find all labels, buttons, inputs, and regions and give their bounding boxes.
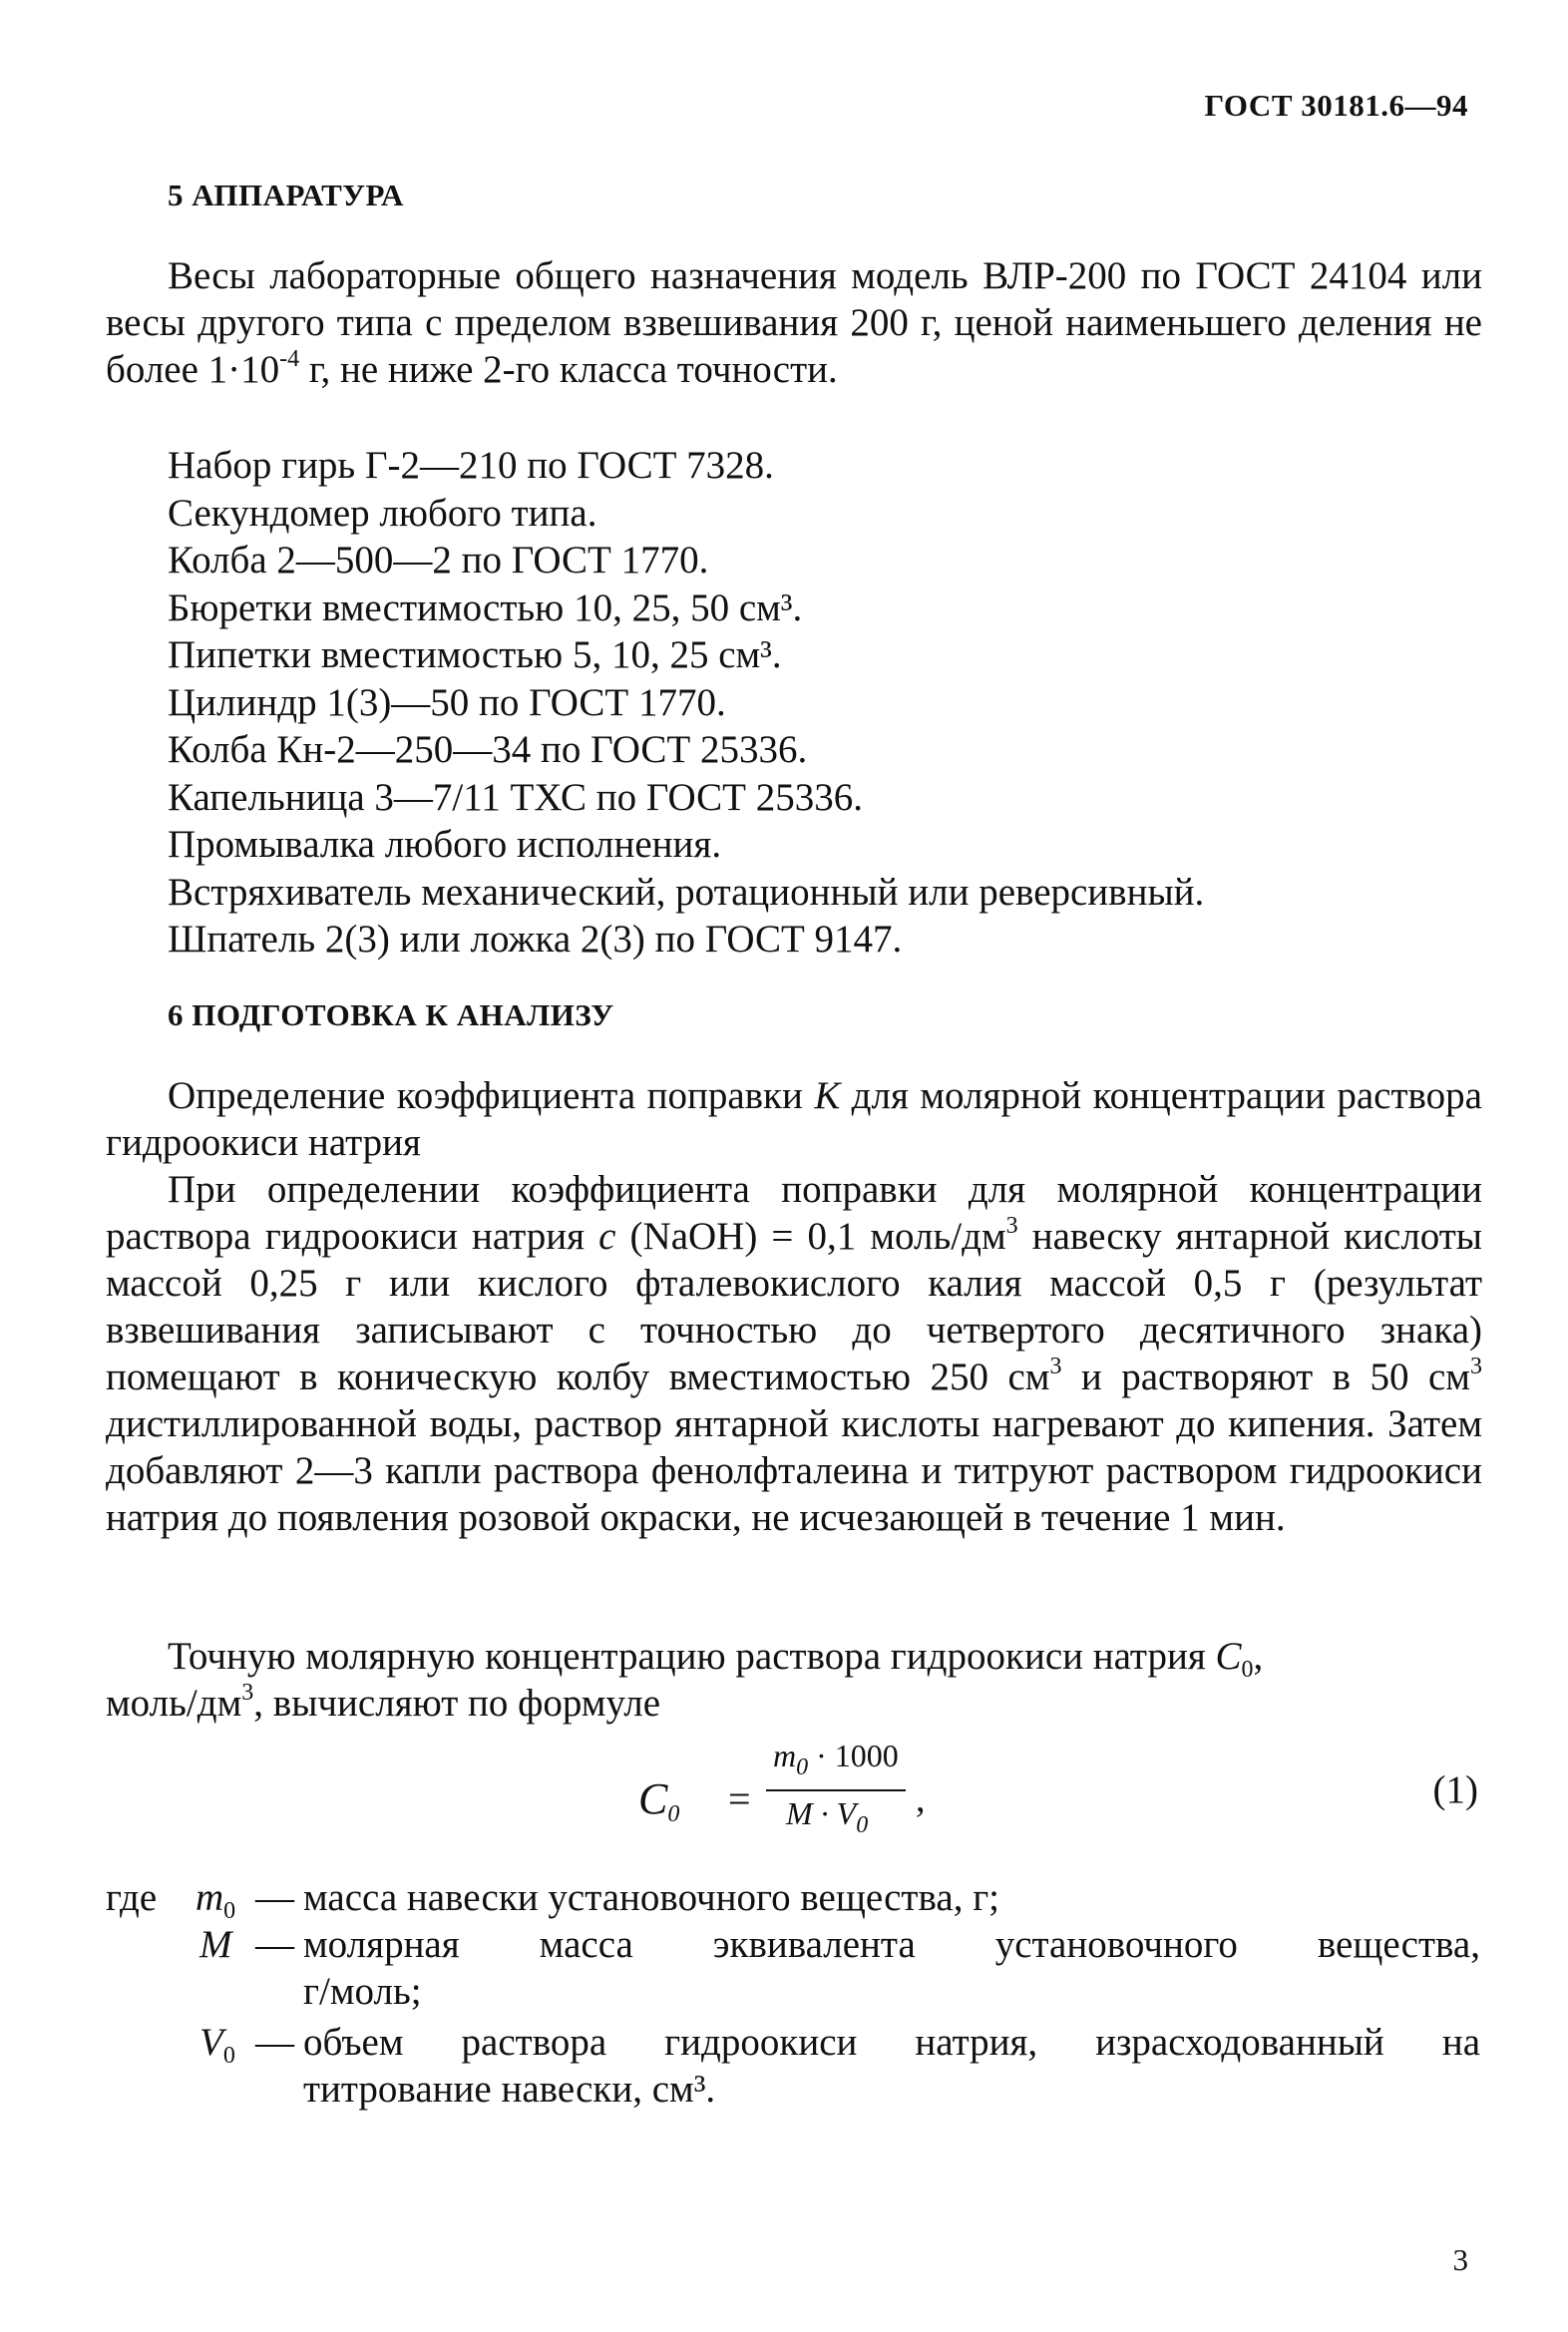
definition-M-dash: —: [255, 1923, 294, 1966]
definition-V0-dash: —: [255, 2021, 294, 2064]
where-label: где: [106, 1876, 158, 1919]
formula-number: (1): [1432, 1768, 1478, 1811]
list-item: Промывалка любого исполнения.: [168, 823, 722, 866]
formula-comma: ,: [916, 1778, 926, 1820]
document-code: ГОСТ 30181.6—94: [1204, 88, 1468, 123]
definition-M-text: молярная масса эквивалента установочного вещества,: [303, 1923, 1480, 1966]
formula-numerator: $m_0 \cdot 1000$: [773, 1738, 899, 1780]
list-item: Набор гирь Г-2—210 по ГОСТ 7328.: [168, 444, 774, 487]
definition-m0-text: масса навески установочного вещества, г;: [303, 1876, 1000, 1919]
section-5-title: 5 АППАРАТУРА: [168, 178, 404, 212]
page-number: 3: [1452, 2242, 1468, 2277]
list-item: Капельница 3—7/11 ТХС по ГОСТ 25336.: [168, 775, 863, 819]
definition-V0-text-continued: титрование навески, см³.: [303, 2068, 716, 2111]
section-5-intro: Весы лабораторные общего назначения модель ВЛР-200 по ГОСТ 24104 или весы другого типа с пределом взвешивания 200 г, ценой наименьшего деления не более $1\cdot 10^{-4}$ г, не ниже 2-го класса точности.: [106, 254, 1482, 391]
section-6-title: 6 ПОДГОТОВКА К АНАЛИЗУ: [168, 997, 614, 1032]
list-item: Колба 2—500—2 по ГОСТ 1770.: [168, 539, 709, 582]
definition-M-text-continued: г/моль;: [303, 1970, 422, 2013]
equipment-list: [168, 442, 1204, 964]
list-item: Бюретки вместимостью 10, 25, 50 см³.: [168, 585, 803, 629]
list-item: Пипетки вместимостью 5, 10, 25 см³.: [168, 633, 782, 676]
section-6-paragraph-2: При определении коэффициента поправки для молярной концентрации раствора гидроокиси натрия с (NaOH) = 0,1 моль/$дм^3$ навеску янтарной кислоты массой 0,25 г или кислого фталевокислого калия массой 0,5 г (результат взвешивания записывают с точностью до четвертого десятичного знака) помещают в коническую колбу вместимостью 250 $см^3$ и растворяют в 50 $см^3$ дистиллированной воды, раствор янтарной кислоты нагревают до кипения. Затем добавляют 2—3 капли раствора фенолфталеина и титруют раствором гидроокиси натрия до появления розовой окраски, не исчезающей в течение 1 мин.: [106, 1168, 1483, 1539]
list-item: Секундомер любого типа.: [168, 491, 597, 535]
definition-V0-symbol: $V_0$: [199, 2021, 235, 2069]
definition-m0-symbol: $m_0$: [196, 1876, 236, 1924]
list-item: Встряхиватель механический, ротационный или реверсивный.: [168, 870, 1205, 914]
section-6-paragraph-1: Определение коэффициента поправки К для молярной концентрации раствора гидроокиси натрия: [106, 1074, 1482, 1164]
definition-V0-text: объем раствора гидроокиси натрия, израсходованный на: [303, 2021, 1480, 2064]
definition-m0-dash: —: [255, 1876, 294, 1919]
formula-lhs: $C_0$: [638, 1774, 680, 1827]
formula-denominator: $M \cdot V_0$: [786, 1795, 869, 1838]
section-6-paragraph-3: Точную молярную концентрацию раствора гидроокиси натрия $C_0$, моль/$дм^3$, вычисляют по формуле: [106, 1635, 1264, 1725]
definition-M-symbol: M: [199, 1923, 232, 1966]
list-item: Цилиндр 1(3)—50 по ГОСТ 1770.: [168, 680, 726, 724]
list-item: Колба Кн-2—250—34 по ГОСТ 25336.: [168, 728, 808, 771]
formula-c0: [638, 1738, 938, 1857]
list-item: Шпатель 2(3) или ложка 2(3) по ГОСТ 9147.: [168, 918, 903, 961]
fraction-bar: [766, 1789, 906, 1791]
formula-equals: =: [728, 1776, 751, 1821]
